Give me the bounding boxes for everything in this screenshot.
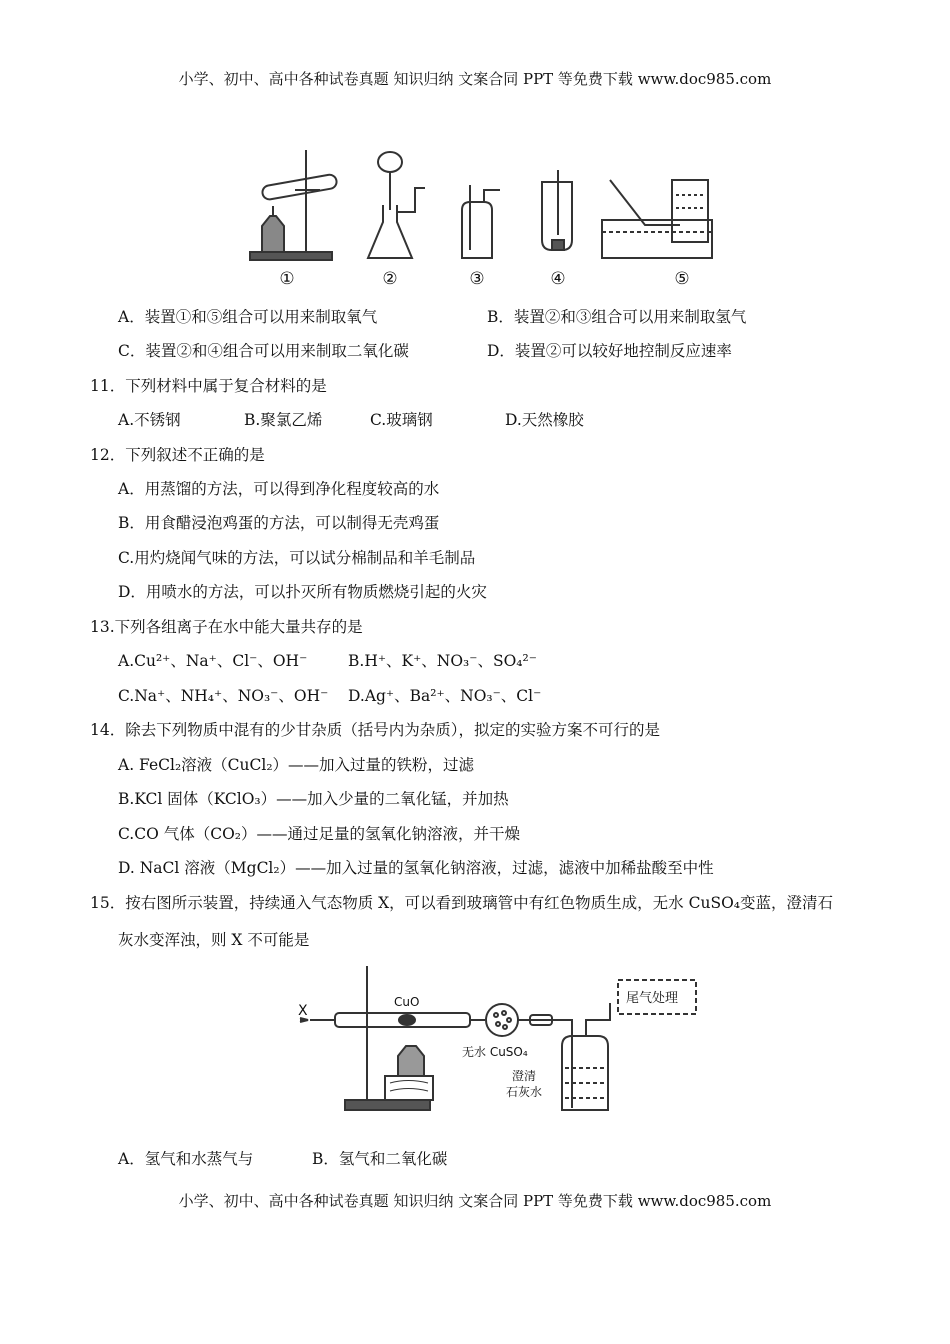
q13-option-c: C.Na⁺、NH₄⁺、NO₃⁻、OH⁻	[118, 687, 329, 705]
q11-option-a: A.不锈钢	[118, 411, 181, 429]
apparatus-4-inverted-bottle	[542, 170, 572, 250]
iron-stand-base	[345, 1100, 430, 1110]
tail-gas-label: 尾气处理	[626, 991, 679, 1006]
apparatus-3-label: ③	[469, 269, 485, 289]
q14-option-d: D. NaCl 溶液（MgCl₂）——加入过量的氢氧化钠溶液，过滤，滤液中加稀盐酸至中性	[118, 859, 714, 877]
apparatus-figure-2	[290, 958, 710, 1123]
q13-option-d: D.Ag⁺、Ba²⁺、NO₃⁻、Cl⁻	[348, 687, 542, 705]
q15-option-a: A．氢气和水蒸气与	[118, 1150, 254, 1168]
apparatus-3-bottle	[462, 185, 500, 258]
q15-stem-line-1: 15．按右图所示装置，持续通入气态物质 X，可以看到玻璃管中有红色物质生成，无水 CuSO₄变蓝，澄清石	[90, 894, 833, 912]
q11-option-d: D.天然橡胶	[505, 411, 584, 429]
q13-option-a: A.Cu²⁺、Na⁺、Cl⁻、OH⁻	[118, 652, 308, 670]
q15-stem-line-2: 灰水变浑浊，则 X 不可能是	[118, 931, 310, 949]
q11-option-c: C.玻璃钢	[370, 411, 433, 429]
apparatus-2-label: ②	[382, 269, 398, 289]
limewater-label-2: 石灰水	[506, 1085, 543, 1099]
q14-option-a: A. FeCl₂溶液（CuCl₂）——加入过量的铁粉，过滤	[118, 756, 475, 774]
q13-stem: 13.下列各组离子在水中能大量共存的是	[90, 618, 363, 636]
apparatus-1-label: ①	[279, 269, 295, 289]
cuo-label: CuO	[394, 995, 420, 1009]
q12-option-a: A．用蒸馏的方法，可以得到净化程度较高的水	[118, 480, 440, 498]
page-header: 小学、初中、高中各种试卷真题 知识归纳 文案合同 PPT 等免费下载 www.doc985.com	[178, 70, 772, 88]
q12-stem: 12．下列叙述不正确的是	[90, 446, 265, 464]
apparatus-4-label: ④	[550, 269, 566, 289]
q15-option-b: B．氢气和二氧化碳	[312, 1150, 448, 1168]
alcohol-lamp	[398, 1046, 424, 1076]
gas-x-label: X	[298, 1003, 308, 1019]
apparatus-5-water-trough	[602, 180, 712, 258]
q14-stem: 14．除去下列物质中混有的少甘杂质（括号内为杂质），拟定的实验方案不可行的是	[90, 721, 660, 739]
q10-option-b: B．装置②和③组合可以用来制取氢气	[487, 308, 747, 326]
apparatus-5-label: ⑤	[674, 269, 690, 289]
q12-option-c: C.用灼烧闻气味的方法，可以试分棉制品和羊毛制品	[118, 549, 476, 567]
q11-stem: 11．下列材料中属于复合材料的是	[90, 377, 327, 395]
apparatus-1-stand-test-tube	[250, 150, 338, 260]
q10-option-a: A．装置①和⑤组合可以用来制取氧气	[118, 308, 378, 326]
q10-option-d: D．装置②可以较好地控制反应速率	[487, 342, 732, 360]
cuso4-drying-tube	[486, 1004, 518, 1036]
q10-option-c: C．装置②和④组合可以用来制取二氧化碳	[118, 342, 409, 360]
q12-option-b: B．用食醋浸泡鸡蛋的方法，可以制得无壳鸡蛋	[118, 514, 440, 532]
page-footer: 小学、初中、高中各种试卷真题 知识归纳 文案合同 PPT 等免费下载 www.doc985.com	[178, 1192, 772, 1210]
apparatus-2-flask-funnel	[368, 152, 425, 258]
q12-option-d: D．用喷水的方法，可以扑灭所有物质燃烧引起的火灾	[118, 583, 487, 601]
cuo-sample	[399, 1015, 415, 1025]
q14-option-b: B.KCl 固体（KClO₃）——加入少量的二氧化锰，并加热	[118, 790, 509, 808]
q11-option-b: B.聚氯乙烯	[244, 411, 323, 429]
cuso4-label: 无水 CuSO₄	[462, 1045, 528, 1059]
q14-option-c: C.CO 气体（CO₂）——通过足量的氢氧化钠溶液，并干燥	[118, 825, 521, 843]
wooden-block	[385, 1076, 433, 1100]
q13-option-b: B.H⁺、K⁺、NO₃⁻、SO₄²⁻	[348, 652, 537, 670]
limewater-label-1: 澄清	[512, 1069, 537, 1083]
apparatus-figure-1	[240, 140, 730, 290]
